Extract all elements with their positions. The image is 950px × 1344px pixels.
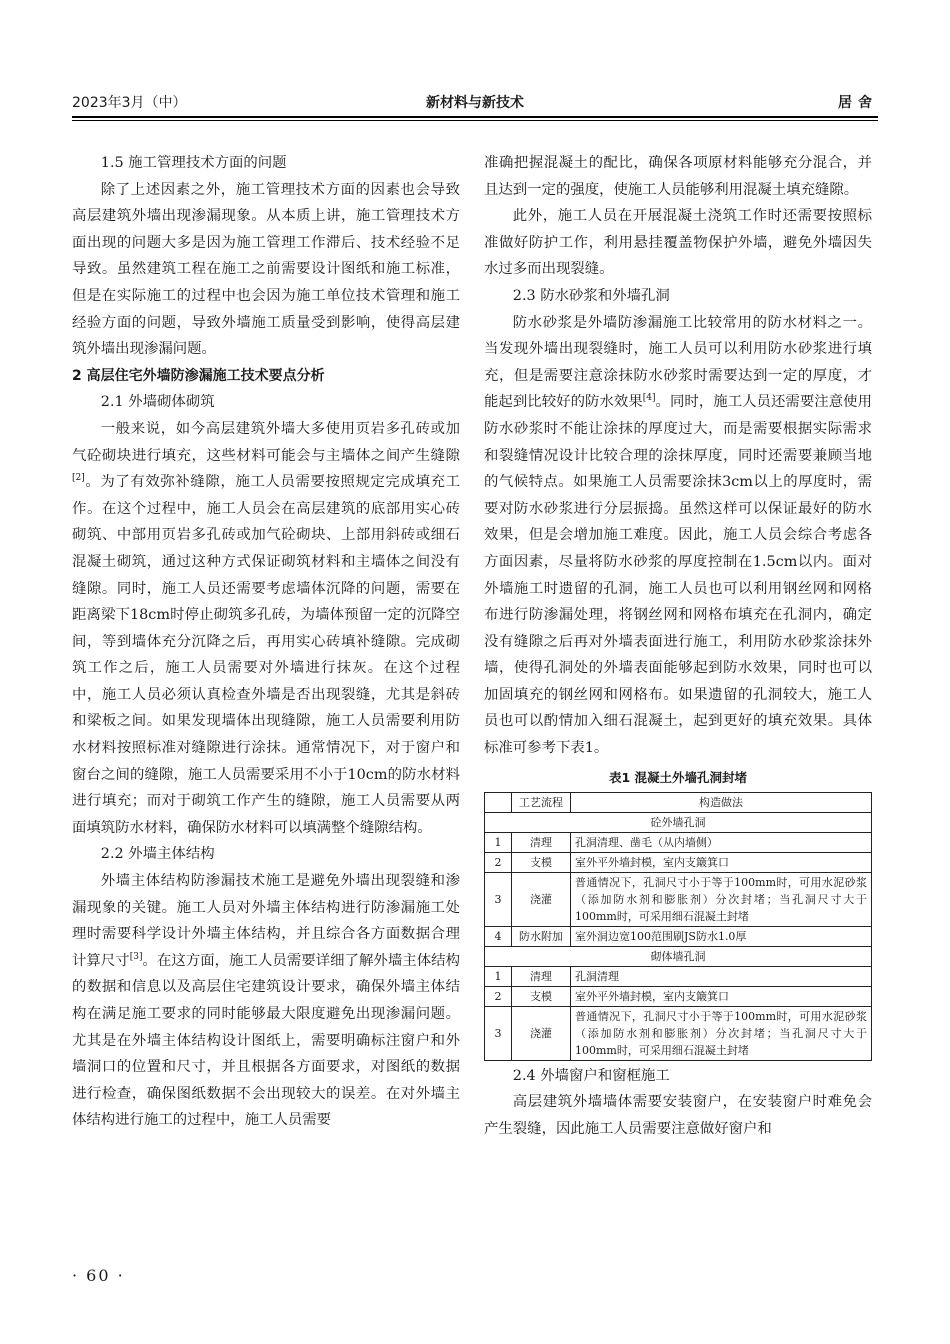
section-2-4-paragraph: 高层建筑外墙墙体需要安装窗户，在安装窗户时难免会产生裂缝，因此施工人员需要注意做好窗户和 [484, 1094, 872, 1137]
concrete-rows [485, 832, 872, 946]
table-header-process: 工艺流程 [512, 792, 571, 812]
table-cell-process: 支模 [512, 852, 571, 872]
section-2-1-paragraph [72, 416, 460, 842]
continued-paragraph: 准确把握混凝土的配比，确保各项原材料能够充分混合，并且达到一定的强度，使施工人员能够利用混凝土填充缝隙。 [484, 155, 872, 198]
table-cell-process: 支模 [512, 986, 571, 1006]
masonry-rows [485, 966, 872, 1060]
section-2-3-heading: 2.3 防水砂浆和外墙孔洞 [512, 287, 670, 304]
header-date: 2023年3月（中） [72, 95, 187, 111]
para-text: 防水砂浆是外墙防渗漏施工比较常用的防水材料之一。当发现外墙出现裂缝时，施工人员可以利用防水砂浆进行填充，但是需要注意涂抹防水砂浆时需要达到一定的厚度，才能起到比较好的防水效果 [484, 314, 872, 411]
table-row [485, 966, 872, 986]
table-row [485, 872, 872, 926]
section-2-3-paragraph [484, 310, 872, 762]
table-header-row [485, 792, 872, 812]
table-row [485, 986, 872, 1006]
para-text: 外墙主体结构防渗漏技术施工是避免外墙出现裂缝和渗漏现象的关键。施工人员对外墙主体结构进行防渗漏施工处理时需要科学设计外墙主体结构，并且综合各方面数据合理计算尺寸 [72, 873, 460, 969]
table-cell-method: 普通情况下，孔洞尺寸小于等于100mm时，可用水泥砂浆（添加防水剂和膨胀剂）分次封堵；当孔洞尺寸大于100mm时，可采用细石混凝土封堵 [571, 872, 872, 926]
section-2-2-paragraph [72, 868, 460, 1134]
running-header [72, 92, 878, 118]
table-row [485, 926, 872, 946]
header-rule-thin [72, 120, 878, 121]
right-column [484, 150, 872, 1142]
para-text: 。同时，施工人员还需要注意使用防水砂浆时不能让涂抹的厚度过大，而是需要根据实际需求和裂缝情况设计比较合理的涂抹厚度，同时还需要兼顾当地的气候特点。如果施工人员需要涂抹3cm以上的厚度时，需要对防水砂浆进行分层振捣。虽然这样可以保证最好的防水效果，但是会增加施工难度。因此，施工人员会综合考虑各方面因素，尽量将防水砂浆的厚度控制在1.5cm以内。面对外墙施工时遗留的孔洞，施工人员也可以利用钢丝网和网格布进行防渗漏处理，将钢丝网和网格布填充在孔洞内，确定没有缝隙之后再对外墙表面进行施工，利用防水砂浆涂抹外墙，使得孔洞处的外墙表面能够起到防水效果，同时也可以加固填充的钢丝网和网格布。如果遗留的孔洞较大，施工人员也可以酌情加入细石混凝土，起到更好的填充效果。具体标准可参考下表1。 [484, 394, 872, 757]
table-header-method: 构造做法 [571, 792, 872, 812]
table-section-concrete: 砼外墙孔洞 [485, 812, 872, 832]
page-number: · 60 · [72, 1266, 125, 1285]
table-cell-method: 普通情况下，孔洞尺寸小于等于100mm时，可用水泥砂浆（添加防水剂和膨胀剂）分次封堵；当孔洞尺寸大于100mm时，可采用细石混凝土封堵 [571, 1006, 872, 1060]
citation-2: [2] [72, 473, 85, 484]
table-caption: 表1 混凝土外墙孔洞封堵 [608, 769, 748, 785]
table-section-row [485, 812, 872, 832]
table-cell-num: 2 [485, 986, 512, 1006]
section-2-heading: 2 高层住宅外墙防渗漏施工技术要点分析 [72, 367, 325, 384]
table-cell-num: 1 [485, 966, 512, 986]
section-1-5-heading: 1.5 施工管理技术方面的问题 [100, 155, 287, 171]
table-section-masonry: 砌体墙孔洞 [485, 946, 872, 966]
section-1-5-paragraph: 除了上述因素之外，施工管理技术方面的因素也会导致高层建筑外墙出现渗漏现象。从本质上讲，施工管理技术方面出现的问题大多是因为施工管理工作滞后、技术经验不足导致。虽然建筑工程在施工之前需要设计图纸和施工标准，但是在实际施工的过程中也会因为施工单位技术管理和施工经验方面的问题，导致外墙施工质量受到影响，使得高层建筑外墙出现渗漏问题。 [72, 181, 460, 358]
section-2-4-heading: 2.4 外墙窗户和窗框施工 [512, 1067, 670, 1084]
table-section-row [485, 946, 872, 966]
section-2-2-heading: 2.2 外墙主体结构 [100, 846, 215, 863]
table-cell-num: 2 [485, 852, 512, 872]
table-cell-num: 4 [485, 926, 512, 946]
left-column [72, 150, 460, 1134]
table-cell-method: 孔洞清理 [571, 966, 872, 986]
section-2-1-heading: 2.1 外墙砌体砌筑 [100, 394, 215, 411]
table-cell-num: 3 [485, 1006, 512, 1060]
table-row [485, 1006, 872, 1060]
table-cell-process: 防水附加 [512, 926, 571, 946]
table-row [485, 832, 872, 852]
table-cell-process: 清理 [512, 832, 571, 852]
header-journal-name: 居舍 [838, 95, 878, 111]
table-cell-process: 浇灌 [512, 1006, 571, 1060]
table-cell-num: 1 [485, 832, 512, 852]
para-text: 一般来说，如今高层建筑外墙大多使用页岩多孔砖或加气砼砌块进行填充，这些材料可能会与主墙体之间产生缝隙 [72, 420, 460, 464]
table-cell-method: 室外洞边宽100范围刷JS防水1.0厚 [571, 926, 872, 946]
citation-4: [4] [642, 393, 656, 404]
table-cell-num: 3 [485, 872, 512, 926]
hole-sealing-table [484, 792, 872, 1061]
citation-3: [3] [129, 952, 143, 963]
header-column-title: 新材料与新技术 [426, 95, 524, 111]
table-cell-method: 室外平外墙封模，室内支簸箕口 [571, 986, 872, 1006]
table-header-num [485, 792, 512, 812]
header-rule-thick [72, 116, 878, 118]
table-cell-method: 孔洞清理、凿毛（从内墙侧） [571, 832, 872, 852]
protection-paragraph: 此外，施工人员在开展混凝土浇筑工作时还需要按照标准做好防护工作，利用悬挂覆盖物保护外墙，避免外墙因失水过多而出现裂缝。 [484, 208, 872, 278]
table-cell-process: 浇灌 [512, 872, 571, 926]
para-text: 。在这方面，施工人员需要详细了解外墙主体结构的数据和信息以及高层住宅建筑设计要求，确保外墙主体结构在满足施工要求的同时能够最大限度避免出现渗漏问题。尤其是在外墙主体结构设计图纸上，需要明确标注窗户和外墙洞口的位置和尺寸，并且根据各方面要求，对图纸的数据进行检查，确保图纸数据不会出现较大的误差。在对外墙主体结构进行施工的过程中，施工人员需要 [72, 952, 460, 1129]
para-text: 。为了有效弥补缝隙，施工人员需要按照规定完成填充工作。在这个过程中，施工人员会在高层建筑的底部用实心砖砌筑、中部用页岩多孔砖或加气砼砌块、上部用斜砖或细石混凝土砌筑，通过这种方式保证砌筑材料和主墙体之间没有缝隙。同时，施工人员还需要考虑墙体沉降的问题，需要在距离梁下18cm时停止砌筑多孔砖，为墙体预留一定的沉降空间，等到墙体充分沉降之后，再用实心砖填补缝隙。完成砌筑工作之后，施工人员需要对外墙进行抹灰。在这个过程中，施工人员必须认真检查外墙是否出现裂缝，尤其是斜砖和梁板之间。如果发现墙体出现缝隙，施工人员需要利用防水材料按照标准对缝隙进行涂抹。通常情况下，对于窗户和窗台之间的缝隙，施工人员需要采用不小于10cm的防水材料进行填充；而对于砌筑工作产生的缝隙，施工人员需要从两面填筑防水材料，确保防水材料可以填满整个缝隙结构。 [72, 474, 460, 836]
table-row [485, 852, 872, 872]
table-cell-method: 室外平外墙封模，室内支簸箕口 [571, 852, 872, 872]
table-cell-process: 清理 [512, 966, 571, 986]
